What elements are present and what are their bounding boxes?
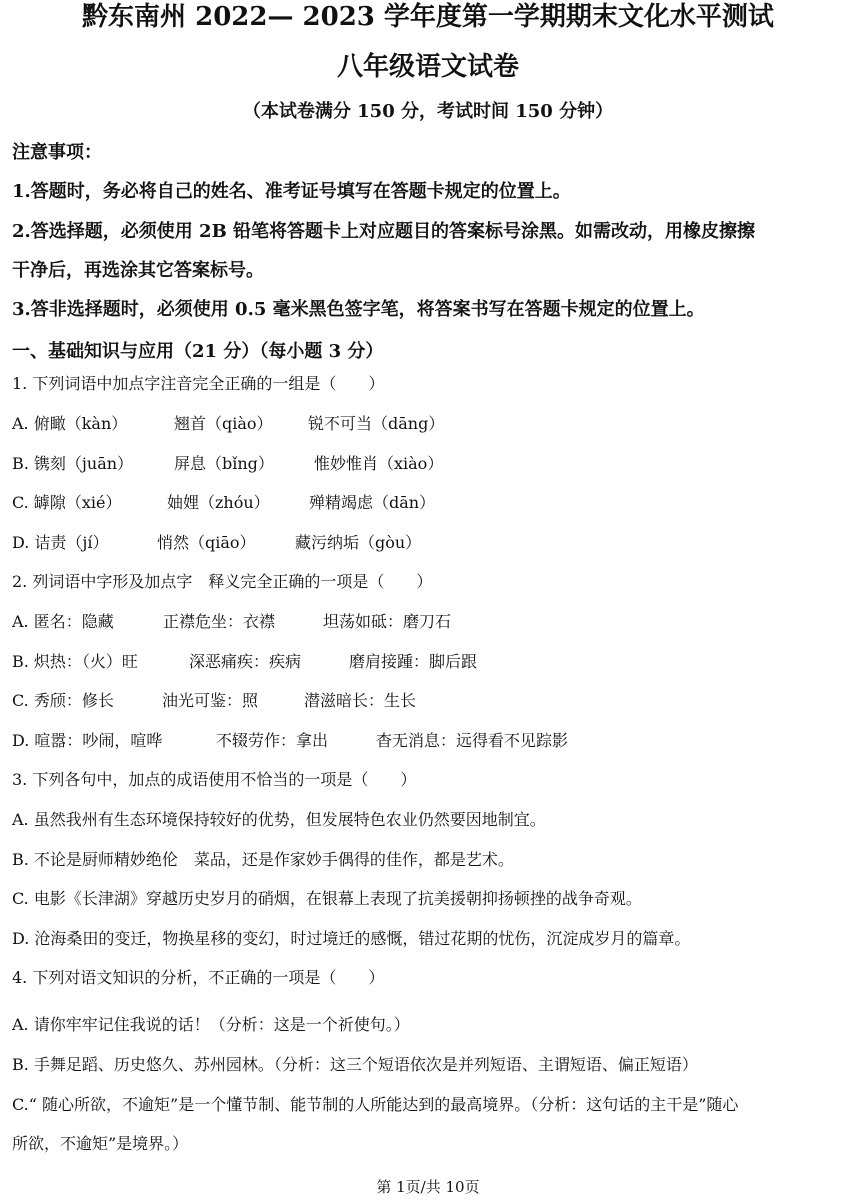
notes-item-2-cont: 干净后，再选涂其它答案标号。 <box>12 260 264 281</box>
question-2-option-b: B. 炽热：（火）旺 深恶痛疾：疾病 磨肩接踵：脚后跟 <box>12 652 478 671</box>
exam-subject-title: 八年级语文试卷 <box>336 52 519 82</box>
question-2-option-c: C. 秀颀：修长 油光可鉴：照 潜滋暗长：生长 <box>12 691 417 710</box>
question-2-stem: 2. 列词语中字形及加点字 释义完全正确的一项是（ ） <box>12 572 433 591</box>
question-3-option-a: A. 虽然我州有生态环境保持较好的优势，但发展特色农业仍然要因地制宜。 <box>12 810 546 829</box>
question-1-option-d: D. 诘责（jí） 悄然（qiāo） 藏污纳垢（gòu） <box>12 533 422 552</box>
question-3-option-b: B. 不论是厨师精妙绝伦 菜品，还是作家妙手偶得的佳作，都是艺术。 <box>12 850 514 869</box>
exam-title: 黔东南州 2022— 2023 学年度第一学期期末文化水平测试 <box>82 2 774 32</box>
question-4-stem: 4. 下列对语文知识的分析，不正确的一项是（ ） <box>12 968 385 987</box>
question-3-option-d: D. 沧海桑田的变迁，物换星移的变幻，时过境迁的感慨，错过花期的忧伤，沉淀成岁月的篇章。 <box>12 929 691 948</box>
question-4-option-c-cont: 所欲，不逾矩”是境界。） <box>12 1134 189 1153</box>
question-1-stem: 1. 下列词语中加点字注音完全正确的一组是（ ） <box>12 374 385 393</box>
question-4-option-a: A. 请你牢牢记住我说的话！（分析：这是一个祈使句。） <box>12 1015 410 1034</box>
notes-item-1: 1.答题时，务必将自己的姓名、准考证号填写在答题卡规定的位置上。 <box>12 181 571 202</box>
page-number: 第 1页/共 10页 <box>376 1178 480 1196</box>
question-1-option-b: B. 镌刻（juān） 屏息（bǐng） 惟妙惟肖（xiào） <box>12 454 444 473</box>
question-2-option-a: A. 匿名：隐藏 正襟危坐：衣襟 坦荡如砥：磨刀石 <box>12 612 452 631</box>
question-1-option-c: C. 罅隙（xié） 妯娌（zhóu） 殚精竭虑（dān） <box>12 493 436 512</box>
question-3-stem: 3. 下列各句中，加点的成语使用不恰当的一项是（ ） <box>12 770 417 789</box>
question-2-option-d: D. 喧嚣：吵闹，喧哗 不辍劳作：拿出 杳无消息：远得看不见踪影 <box>12 731 569 750</box>
question-3-option-c: C. 电影《长津湖》穿越历史岁月的硝烟，在银幕上表现了抗美援朝抑扬顿挫的战争奇观。 <box>12 889 642 908</box>
question-4-option-c: C.“ 随心所欲，不逾矩”是一个懂节制、能节制的人所能达到的最高境界。（分析：这句话的主干是”随心 <box>12 1095 739 1114</box>
question-1-option-a: A. 俯瞰（kàn） 翘首（qiào） 锐不可当（dāng） <box>12 414 445 433</box>
notes-item-3: 3.答非选择题时，必须使用 0.5 毫米黑色签字笔，将答案书写在答题卡规定的位置上。 <box>12 299 705 320</box>
section-heading: 一、基础知识与应用（21 分）（每小题 3 分） <box>12 341 384 362</box>
notes-heading: 注意事项： <box>12 142 102 163</box>
exam-info: （本试卷满分 150 分，考试时间 150 分钟） <box>242 101 614 122</box>
question-4-option-b: B. 手舞足蹈、历史悠久、苏州园林。（分析：这三个短语依次是并列短语、主谓短语、偏正短语） <box>12 1055 698 1074</box>
notes-item-2: 2.答选择题，必须使用 2B 铅笔将答题卡上对应题目的答案标号涂黑。如需改动，用橡皮擦擦 <box>12 221 756 242</box>
